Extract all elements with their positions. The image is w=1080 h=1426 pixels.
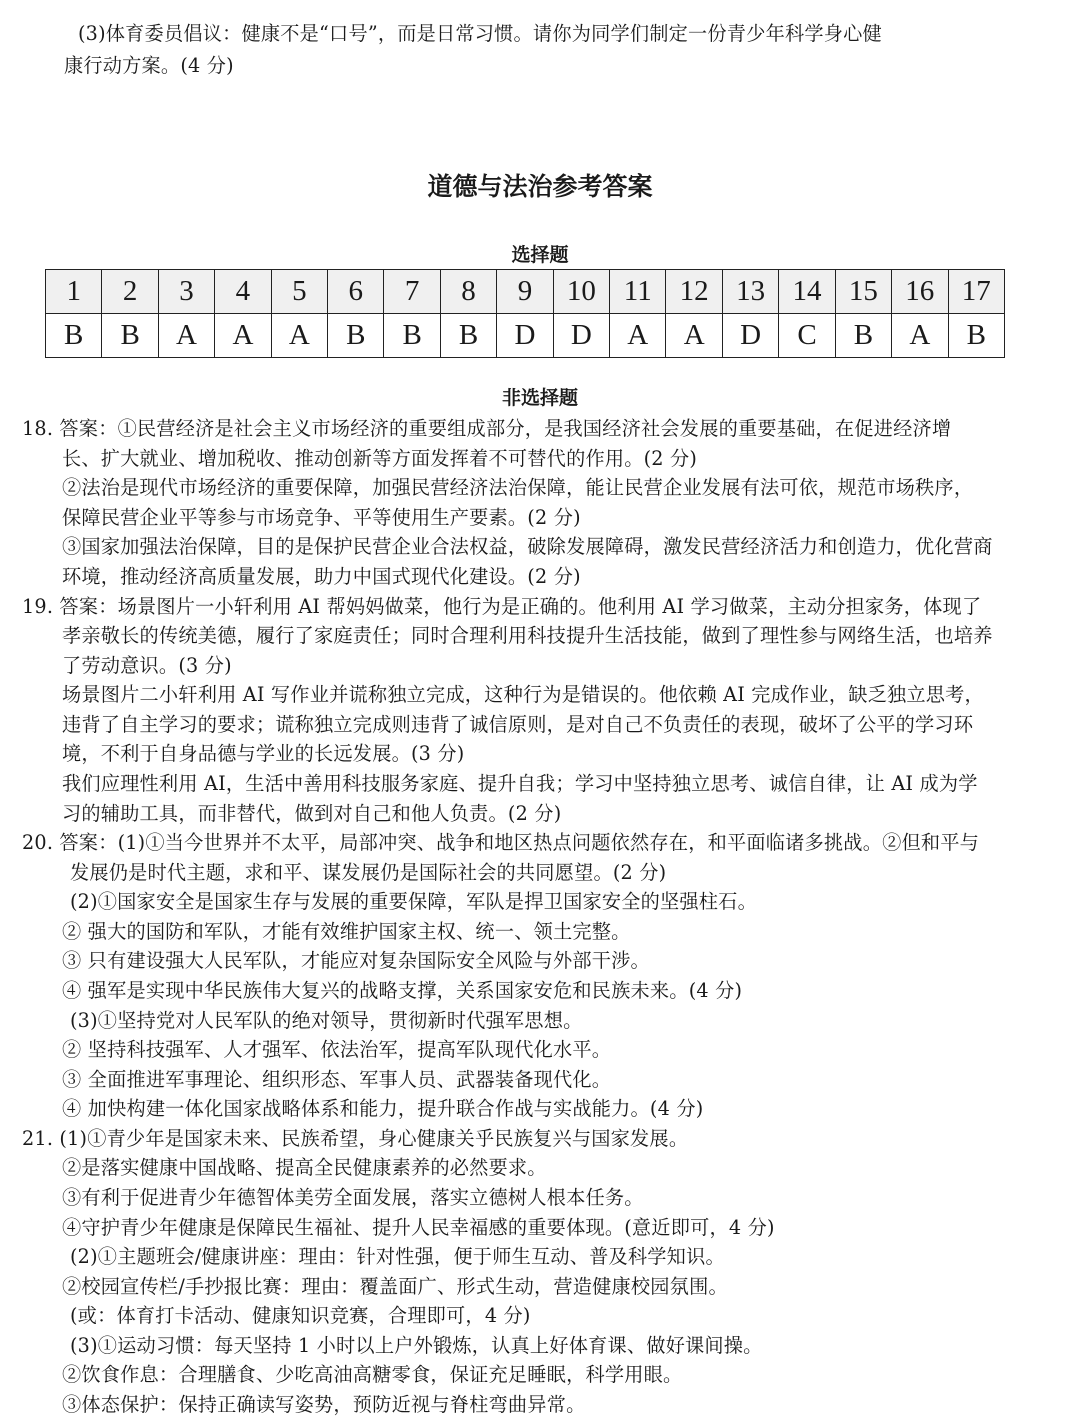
question-number-cell: 5 <box>271 270 327 314</box>
answer-cell: A <box>892 314 948 358</box>
question-number-cell: 12 <box>666 270 722 314</box>
answer-19-line: 违背了自主学习的要求；谎称独立完成则违背了诚信原则，是对自己不负责任的表现，破坏了公平的学习环 <box>62 713 974 736</box>
question-number-cell: 1 <box>46 270 102 314</box>
page-title: 道德与法治参考答案 <box>427 172 653 201</box>
answer-20-line: (2)①国家安全是国家生存与发展的重要保障，军队是捍卫国家安全的坚强柱石。 <box>70 890 757 913</box>
answer-21-line: 21. (1)①青少年是国家未来、民族希望，身心健康关乎民族复兴与国家发展。 <box>22 1127 689 1150</box>
answer-cell: D <box>497 314 553 358</box>
question-number-cell: 10 <box>553 270 609 314</box>
question-number-cell: 9 <box>497 270 553 314</box>
answer-cell: C <box>779 314 835 358</box>
question-number-cell: 6 <box>328 270 384 314</box>
question-number-cell: 7 <box>384 270 440 314</box>
answer-cell: B <box>835 314 891 358</box>
answer-cell: A <box>271 314 327 358</box>
answer-21-line: (2)①主题班会/健康讲座：理由：针对性强，便于师生互动、普及科学知识。 <box>70 1245 725 1268</box>
question-number-cell: 11 <box>610 270 666 314</box>
question-number-cell: 13 <box>722 270 778 314</box>
answer-cell: A <box>158 314 214 358</box>
question-number-cell: 2 <box>102 270 158 314</box>
answer-21-line: ②校园宣传栏/手抄报比赛：理由：覆盖面广、形式生动，营造健康校园氛围。 <box>62 1275 728 1298</box>
question-number-cell: 16 <box>892 270 948 314</box>
answer-cell: D <box>722 314 778 358</box>
answer-cell: B <box>102 314 158 358</box>
answer-cell: A <box>215 314 271 358</box>
answer-20-line: ③ 只有建设强大人民军队，才能应对复杂国际安全风险与外部干涉。 <box>62 949 650 972</box>
answer-table-answer-row <box>46 314 1005 358</box>
answer-21-line: ②是落实健康中国战略、提高全民健康素养的必然要求。 <box>62 1156 547 1179</box>
answer-21-line: ③有利于促进青少年德智体美劳全面发展，落实立德树人根本任务。 <box>62 1186 644 1209</box>
answer-20-line: ② 强大的国防和军队，才能有效维护国家主权、统一、领土完整。 <box>62 920 631 943</box>
answer-19-line: 我们应理性利用 AI，生活中善用科技服务家庭、提升自我；学习中坚持独立思考、诚信自律，让 AI 成为学 <box>62 772 978 795</box>
question-number-cell: 17 <box>948 270 1005 314</box>
answer-19-line: 场景图片二小轩利用 AI 写作业并谎称独立完成，这种行为是错误的。他依赖 AI 完成作业，缺乏独立思考， <box>62 683 984 706</box>
answer-18-line: 长、扩大就业、增加税收、推动创新等方面发挥着不可替代的作用。(2 分) <box>62 447 698 470</box>
answer-19-line: 孝亲敬长的传统美德，履行了家庭责任；同时合理利用科技提升生活技能，做到了理性参与网络生活，也培养 <box>62 624 993 647</box>
choice-heading: 选择题 <box>511 244 569 266</box>
answer-19-line: 习的辅助工具，而非替代，做到对自己和他人负责。(2 分) <box>62 802 562 825</box>
answer-18-line: 18. 答案：①民营经济是社会主义市场经济的重要组成部分，是我国经济社会发展的重要基础，在促进经济增 <box>22 417 952 440</box>
answer-21-line: ③体态保护：保持正确读写姿势，预防近视与脊柱弯曲异常。 <box>62 1393 586 1416</box>
answer-18-line: 保障民营企业平等参与市场竞争、平等使用生产要素。(2 分) <box>62 506 581 529</box>
nonchoice-heading: 非选择题 <box>501 387 578 409</box>
question-number-cell: 4 <box>215 270 271 314</box>
answer-20-line: 发展仍是时代主题，求和平、谋发展仍是国际社会的共同愿望。(2 分) <box>70 861 667 884</box>
question-3-line-1: (3)体育委员倡议：健康不是“口号”，而是日常习惯。请你为同学们制定一份青少年科学身心健 <box>78 22 882 45</box>
question-number-cell: 8 <box>440 270 496 314</box>
answer-cell: B <box>440 314 496 358</box>
answer-21-line: ④守护青少年健康是保障民生福祉、提升人民幸福感的重要体现。(意近即可，4 分) <box>62 1216 775 1239</box>
answer-cell: B <box>46 314 102 358</box>
answer-cell: B <box>328 314 384 358</box>
answer-20-line: ④ 加快构建一体化国家战略体系和能力，提升联合作战与实战能力。(4 分) <box>62 1097 704 1120</box>
question-number-cell: 14 <box>779 270 835 314</box>
answer-19-line: 了劳动意识。(3 分) <box>62 654 232 677</box>
answer-20-line: (3)①坚持党对人民军队的绝对领导，贯彻新时代强军思想。 <box>70 1009 583 1032</box>
answer-19-line: 19. 答案：场景图片一小轩利用 AI 帮妈妈做菜，他行为是正确的。他利用 AI 学习做菜，主动分担家务，体现了 <box>22 595 982 618</box>
answer-table-number-row <box>46 270 1005 314</box>
answer-18-line: 环境，推动经济高质量发展，助力中国式现代化建设。(2 分) <box>62 565 581 588</box>
answer-20-line: ② 坚持科技强军、人才强军、依法治军，提高军队现代化水平。 <box>62 1038 612 1061</box>
answer-cell: A <box>610 314 666 358</box>
answer-cell: A <box>666 314 722 358</box>
question-number-cell: 15 <box>835 270 891 314</box>
answer-20-line: 20. 答案：(1)①当今世界并不太平，局部冲突、战争和地区热点问题依然存在，和平面临诸多挑战。②但和平与 <box>22 831 980 854</box>
answer-18-line: ②法治是现代市场经济的重要保障，加强民营经济法治保障，能让民营企业发展有法可依，规范市场秩序， <box>62 476 974 499</box>
answer-21-line: (或：体育打卡活动、健康知识竞赛，合理即可，4 分) <box>70 1304 531 1327</box>
answer-table <box>45 269 1005 358</box>
answer-cell: B <box>948 314 1005 358</box>
answer-21-line: (3)①运动习惯：每天坚持 1 小时以上户外锻炼，认真上好体育课、做好课间操。 <box>70 1334 763 1357</box>
question-number-cell: 3 <box>158 270 214 314</box>
answer-18-line: ③国家加强法治保障，目的是保护民营企业合法权益，破除发展障碍，激发民营经济活力和创造力，优化营商 <box>62 535 993 558</box>
answer-20-line: ③ 全面推进军事理论、组织形态、军事人员、武器装备现代化。 <box>62 1068 612 1091</box>
answer-cell: D <box>553 314 609 358</box>
answer-19-line: 境，不利于自身品德与学业的长远发展。(3 分) <box>62 742 465 765</box>
answer-21-line: ②饮食作息：合理膳食、少吃高油高糖零食，保证充足睡眠，科学用眼。 <box>62 1363 683 1386</box>
answer-20-line: ④ 强军是实现中华民族伟大复兴的战略支撑，关系国家安危和民族未来。(4 分) <box>62 979 743 1002</box>
question-3-line-2: 康行动方案。(4 分) <box>64 54 234 77</box>
answer-cell: B <box>384 314 440 358</box>
